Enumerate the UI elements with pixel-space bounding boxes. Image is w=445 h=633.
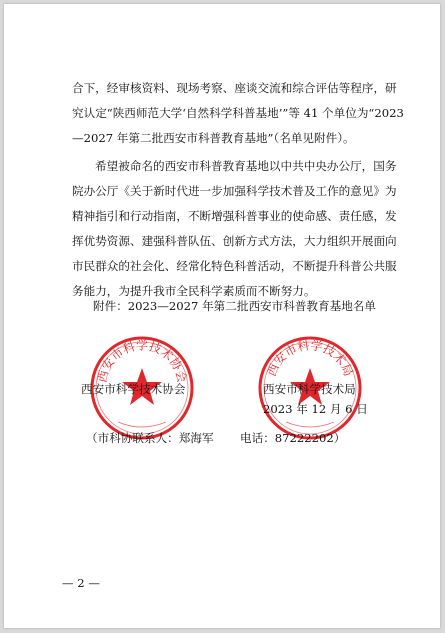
left-signature-org: 西安市科学技术协会 bbox=[81, 382, 186, 396]
right-signature-org: 西安市科学技术局 bbox=[263, 382, 356, 396]
paragraph-2-line: 挥优势资源、建强科普队伍、创新方式方法，大力组织开展面向 bbox=[72, 234, 397, 248]
paragraph-2-line: 务能力，为提升我市全民科学素质而不断努力。 bbox=[72, 284, 316, 298]
document-page bbox=[4, 4, 440, 628]
left-seal-ring-text: 西安市科学技术协会 bbox=[94, 338, 190, 384]
paragraph-2-line: 希望被命名的西安市科普教育基地以中共中央办公厅，国务 bbox=[95, 159, 397, 173]
attachment-line: 附件：2023—2027 年第二批西安市科普教育基地名单 bbox=[93, 299, 376, 313]
signature-date: 2023 年 12 月 6 日 bbox=[263, 402, 368, 416]
paragraph-1 bbox=[72, 76, 404, 151]
paragraph-2-line: 院办公厅《关于新时代进一步加强科学技术普及工作的意见》为 bbox=[72, 184, 397, 198]
page-number: — 2 — bbox=[62, 576, 100, 590]
paragraph-1-line: —2027 年第二批西安市科普教育基地”（名单见附件）。 bbox=[72, 131, 355, 145]
contact-phone: 电话：87222202） bbox=[240, 431, 346, 445]
paragraph-1-line: 究认定“陕西师范大学‘自然科学科普基地’”等 41 个单位为“2023 bbox=[72, 106, 404, 120]
paragraph-1-line: 合下，经审核资料、现场考察、座谈交流和综合评估等程序，研 bbox=[72, 81, 397, 95]
paragraph-2-line: 市民群众的社会化、经常化特色科普活动，不断提升科普公共服 bbox=[72, 259, 397, 273]
right-seal-ring-text: 西安市科学技术局 bbox=[264, 338, 356, 379]
paragraph-2-line: 精神指引和行动指南，不断增强科普事业的使命感、责任感，发 bbox=[72, 209, 397, 223]
contact-person: （市科协联系人：郑海军 bbox=[86, 431, 214, 445]
paragraph-2 bbox=[72, 154, 397, 304]
